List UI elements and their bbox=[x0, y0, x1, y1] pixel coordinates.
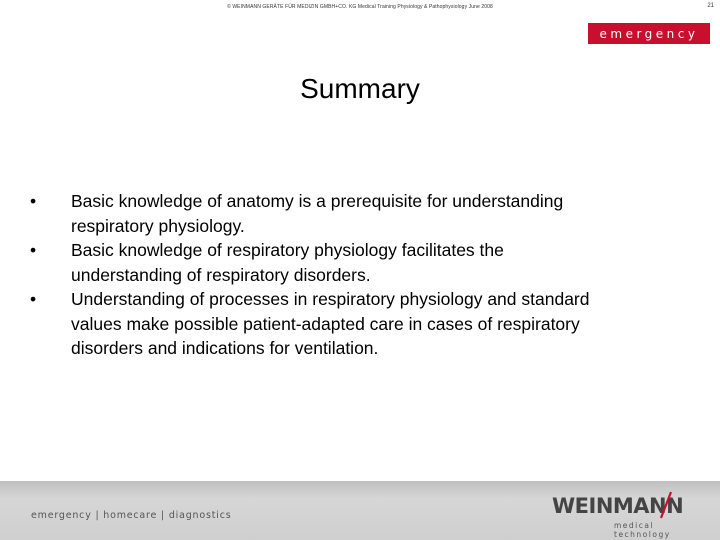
copyright-header: © WEINMANN GERÄTE FÜR MEDIZIN GMBH+CO. KG Medical Training Physiology & Pathophysiology June 2008 bbox=[227, 4, 493, 10]
bullet-item bbox=[30, 189, 690, 238]
bullet-marker: • bbox=[30, 191, 37, 211]
bullet-list bbox=[30, 189, 690, 361]
footer-tagline: emergency | homecare | diagnostics bbox=[31, 510, 232, 521]
bullet-line: Basic knowledge of anatomy is a prerequisite for understanding bbox=[71, 191, 564, 211]
page-number: 21 bbox=[707, 3, 714, 9]
logo-wordmark: WEINMANN bbox=[552, 494, 684, 518]
logo-subtitle: medical technology bbox=[614, 521, 671, 539]
slide-title: Summary bbox=[300, 73, 420, 104]
bullet-line: Understanding of processes in respiratory physiology and standard bbox=[71, 289, 590, 309]
bullet-line: understanding of respiratory disorders. bbox=[71, 264, 371, 285]
bullet-marker: • bbox=[30, 289, 37, 309]
bullet-item bbox=[30, 287, 690, 361]
bullet-line: respiratory physiology. bbox=[71, 215, 245, 236]
footer-bar bbox=[0, 481, 720, 540]
bullet-item bbox=[30, 238, 690, 287]
logo-swoosh-icon bbox=[659, 490, 673, 520]
weinmann-logo bbox=[552, 494, 692, 539]
emergency-badge: emergency bbox=[588, 23, 710, 44]
bullet-marker: • bbox=[30, 240, 37, 260]
bullet-line: values make possible patient-adapted care in cases of respiratory bbox=[71, 313, 580, 334]
bullet-line: disorders and indications for ventilation. bbox=[71, 338, 379, 358]
bullet-line: Basic knowledge of respiratory physiology facilitates the bbox=[71, 240, 504, 260]
